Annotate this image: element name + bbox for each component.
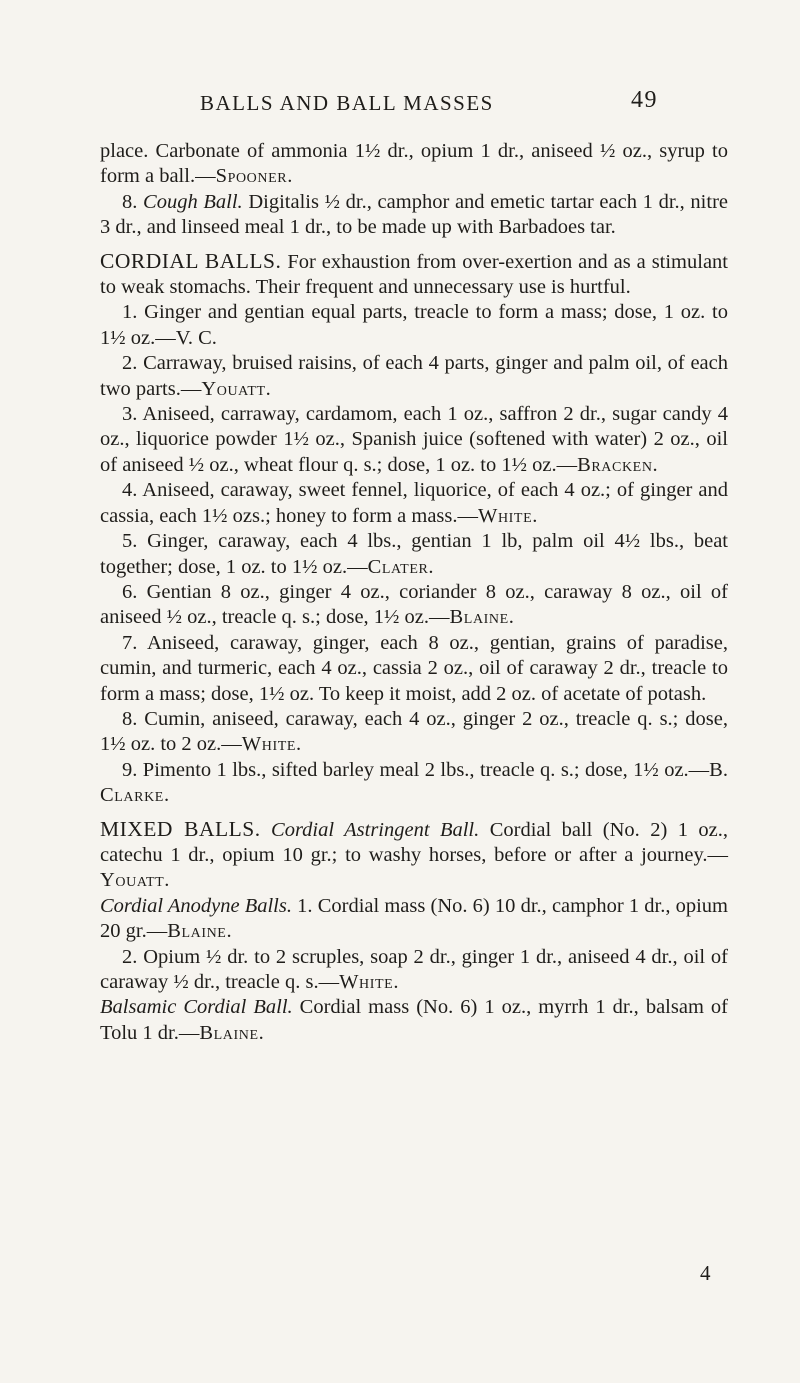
section-heading: CORDIAL BALLS. [100,248,282,273]
paragraph: 8. Cough Ball. Digitalis ½ dr., camphor and emetic tartar each 1 dr., nitre 3 dr., and linseed meal 1 dr., to be made up with Barbadoes tar. [100,190,728,239]
paragraph: 7. Aniseed, caraway, ginger, each 8 oz., gentian, grains of paradise, cumin, and turmeric, each 4 oz., cassia 2 oz., oil of caraway 2 dr., treacle to form a mass; dose, 1½ oz. To keep it moist, add 2 oz. of acetate of potash. [100,631,728,705]
paragraph: Balsamic Cordial Ball. Cordial mass (No. 6) 1 oz., myrrh 1 dr., balsam of Tolu 1 dr.—Blaine. [100,996,728,1044]
section-heading: MIXED BALLS. [100,816,261,841]
section-paragraph: CORDIAL BALLS. For exhaustion from over-exertion and as a stimulant to weak stomachs. Their frequent and unnecessary use is hurtful. [100,248,728,299]
section-paragraph: MIXED BALLS. Cordial Astringent Ball. Cordial ball (No. 2) 1 oz., catechu 1 dr., opium 10 gr.; to washy horses, before or after a journey.—Youatt. [100,816,728,892]
author-name: White [478,504,533,527]
paragraph: 9. Pimento 1 lbs., sifted barley meal 2 lbs., treacle q. s.; dose, 1½ oz.—B. Clarke. [100,758,728,807]
author-name: Bracken [577,453,653,476]
author-name: Blaine [449,606,509,629]
author-name: White [339,971,394,993]
running-title: BALLS AND BALL MASSES [200,91,494,115]
recipe-title: Cordial Astringent Ball. [260,818,480,841]
paragraph: 3. Aniseed, carraway, cardamom, each 1 oz., saffron 2 dr., sugar candy 4 oz., liquorice powder 1½ oz., Spanish juice (softened with water) 2 oz., oil of aniseed ½ oz., wheat flour q. s.; dose, 1 oz. to 1½ oz.—Bracken. [100,403,728,476]
author-name: Spooner [215,165,288,188]
paragraph: place. Carbonate of ammonia 1½ dr., opium 1 dr., aniseed ½ oz., syrup to form a ball.—Spooner. [100,140,728,188]
paragraph: 8. Cumin, aniseed, caraway, each 4 oz., ginger 2 oz., treacle q. s.; dose, 1½ oz. to 2 oz.—White. [100,707,728,756]
paragraph: Cordial Anodyne Balls. 1. Cordial mass (No. 6) 10 dr., camphor 1 dr., opium 20 gr.—Blaine. [100,894,728,943]
recipe-title: Cough Ball. [143,190,243,213]
page-number: 49 [631,87,658,113]
page-body [100,139,728,1046]
author-name: Blaine [167,920,227,943]
paragraph: 6. Gentian 8 oz., ginger 4 oz., coriander 8 oz., caraway 8 oz., oil of aniseed ½ oz., treacle q. s.; dose, 1½ oz.—Blaine. [100,580,728,629]
author-name: Youatt [100,869,165,892]
paragraph: 1. Ginger and gentian equal parts, treacle to form a mass; dose, 1 oz. to 1½ oz.—V. C. [100,301,728,349]
signature-mark: 4 [700,1261,711,1285]
paragraph: 2. Carraway, bruised raisins, of each 4 parts, ginger and palm oil, of each two parts.—Youatt. [100,352,728,400]
author-name: Youatt [201,377,266,400]
paragraph: 5. Ginger, caraway, each 4 lbs., gentian 1 lb, palm oil 4½ lbs., beat together; dose, 1 oz. to 1½ oz.—Clater. [100,530,728,578]
author-name: Blaine [199,1021,259,1044]
running-head [200,85,658,125]
paragraph: 2. Opium ½ dr. to 2 scruples, soap 2 dr., ginger 1 dr., aniseed 4 dr., oil of caraway ½ dr., treacle q. s.—White. [100,945,728,993]
recipe-title: Cordial Anodyne Balls. [100,894,292,917]
author-name: White [241,733,297,756]
author-name: Clarke [100,784,164,807]
recipe-title: Balsamic Cordial Ball. [100,996,293,1019]
author-name: Clater [367,555,429,578]
paragraph: 4. Aniseed, caraway, sweet fennel, liquorice, of each 4 oz.; of ginger and cassia, each 1½ ozs.; honey to form a mass.—White. [100,479,728,527]
